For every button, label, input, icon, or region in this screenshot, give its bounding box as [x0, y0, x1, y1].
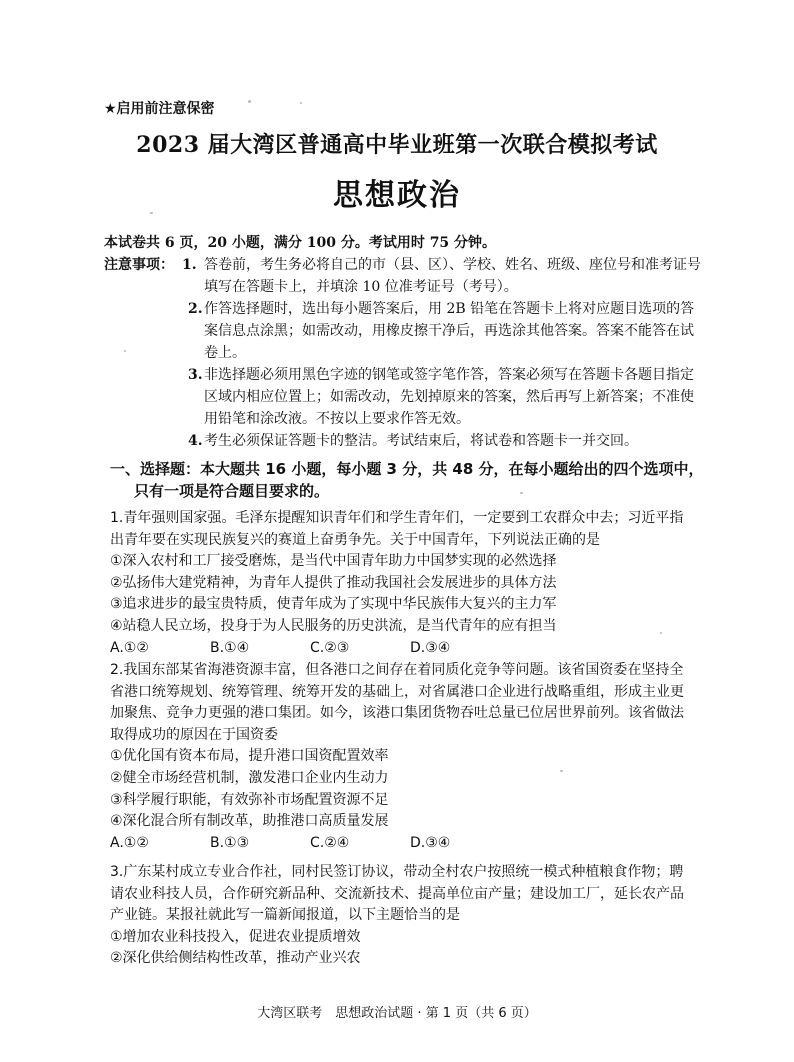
scan-speck [248, 100, 251, 103]
scan-speck [300, 102, 302, 104]
page-footer: 大湾区联考 思想政治试题 · 第 1 页（共 6 页） [257, 1006, 537, 1021]
note-number: 3. [188, 367, 203, 383]
question-stem: 2.我国东部某省海港资源丰富，但各港口之间存在着同质化竞争等问题。该省国资委在坚持全省港口统筹规划、统筹管理、统筹开发的基础上，对省属港口企业进行战略重组，形成主业更加聚焦、竞争力更强的港口集团。如今，该港口集团货物吞吐总量已位居世界前列。该省做法取得成功的原因在于国资委 [110, 662, 684, 743]
option-a: A.①② [110, 834, 149, 851]
subject-title: 思想政治 [333, 178, 461, 213]
question-item: ③追求进步的最宝贵特质，使青年成为了实现中华民族伟大复兴的主力军 [110, 596, 557, 613]
notes-block [104, 254, 704, 452]
option-c: C.②④ [310, 834, 350, 851]
exam-title: 2023 届大湾区普通高中毕业班第一次联合模拟考试 [136, 132, 658, 158]
question-item: ①深入农村和工厂接受磨炼，是当代中国青年助力中国梦实现的必然选择 [110, 553, 557, 570]
option-d: D.③④ [410, 834, 451, 851]
question-item: ①优化国有资本布局，提升港口国资配置效率 [110, 748, 389, 765]
note-text: 考生必须保证答题卡的整洁。考试结束后，将试卷和答题卡一并交回。 [204, 433, 638, 449]
note-text: 答卷前，考生务必将自己的市（县、区）、学校、姓名、班级、座位号和准考证号填写在答题卡上，并填涂 10 位准考证号（考号）。 [204, 257, 701, 295]
note-item [104, 298, 704, 364]
question-1 [110, 508, 696, 659]
note-number: 4. [188, 433, 203, 449]
scan-speck [520, 492, 523, 494]
answer-options [110, 638, 696, 660]
question-item: ②健全市场经营机制，激发港口企业内生动力 [110, 769, 389, 786]
question-stem: 1.青年强则国家强。毛泽东提醒知识青年们和学生青年们，一定要到工农群众中去；习近平指出青年要在实现民族复兴的赛道上奋勇争先。关于中国青年，下列说法正确的是 [110, 510, 684, 548]
section-heading [110, 458, 710, 502]
question-stem: 3.广东某村成立专业合作社，同村民签订协议，带动全村农户按照统一模式种植粮食作物；聘请农业科技人员，合作研究新品种、交流新技术、提高单位亩产量；建设加工厂，延长农产品产业链。某报社就此写一篇新闻报道，以下主题恰当的是 [110, 864, 684, 924]
note-text: 作答选择题时，选出每小题答案后，用 2B 铅笔在答题卡上将对应题目选项的答案信息点涂黑；如需改动，用橡皮擦干净后，再选涂其他答案。答案不能答在试卷上。 [204, 301, 695, 361]
section-line: 只有一项是符合题目要求的。 [134, 482, 330, 500]
question-item: ④深化混合所有制改革，助推港口高质量发展 [110, 813, 389, 830]
section-line: 一、选择题：本大题共 16 小题，每小题 3 分，共 48 分，在每小题给出的四个选项中， [110, 460, 704, 478]
note-number: 1. [182, 257, 197, 273]
scan-speck [124, 350, 126, 352]
question-3 [110, 862, 696, 970]
note-item [104, 254, 704, 298]
option-b: B.①③ [210, 834, 250, 851]
note-item [104, 364, 704, 430]
secret-mark: ★启用前注意保密 [104, 101, 215, 117]
option-d: D.③④ [410, 639, 451, 656]
scan-speck [560, 770, 563, 772]
question-item: ①增加农业科技投入，促进农业提质增效 [110, 928, 361, 945]
option-b: B.①④ [210, 639, 250, 656]
question-item: ④站稳人民立场，投身于为人民服务的历史洪流，是当代青年的应有担当 [110, 617, 557, 634]
note-item [104, 430, 704, 452]
scan-speck [150, 212, 153, 214]
note-text: 非选择题必须用黑色字迹的钢笔或签字笔作答，答案必须写在答题卡各题目指定区域内相应位置上；如需改动，先划掉原来的答案，然后再写上新答案；不准使用铅笔和涂改液。不按以上要求作答无效。 [204, 367, 694, 427]
question-item: ②深化供给侧结构性改革，推动产业兴农 [110, 950, 361, 967]
notes-label: 注意事项： [104, 257, 174, 273]
note-number: 2. [188, 301, 203, 317]
option-c: C.②③ [310, 639, 350, 656]
option-a: A.①② [110, 639, 149, 656]
scan-speck [660, 632, 662, 634]
question-item: ②弘扬伟大建党精神，为青年人提供了推动我国社会发展进步的具体方法 [110, 574, 557, 591]
answer-options [110, 833, 696, 855]
question-item: ③科学履行职能，有效弥补市场配置资源不足 [110, 791, 389, 808]
question-2 [110, 660, 696, 854]
exam-intro: 本试卷共 6 页，20 小题，满分 100 分。考试用时 75 分钟。 [104, 235, 497, 251]
